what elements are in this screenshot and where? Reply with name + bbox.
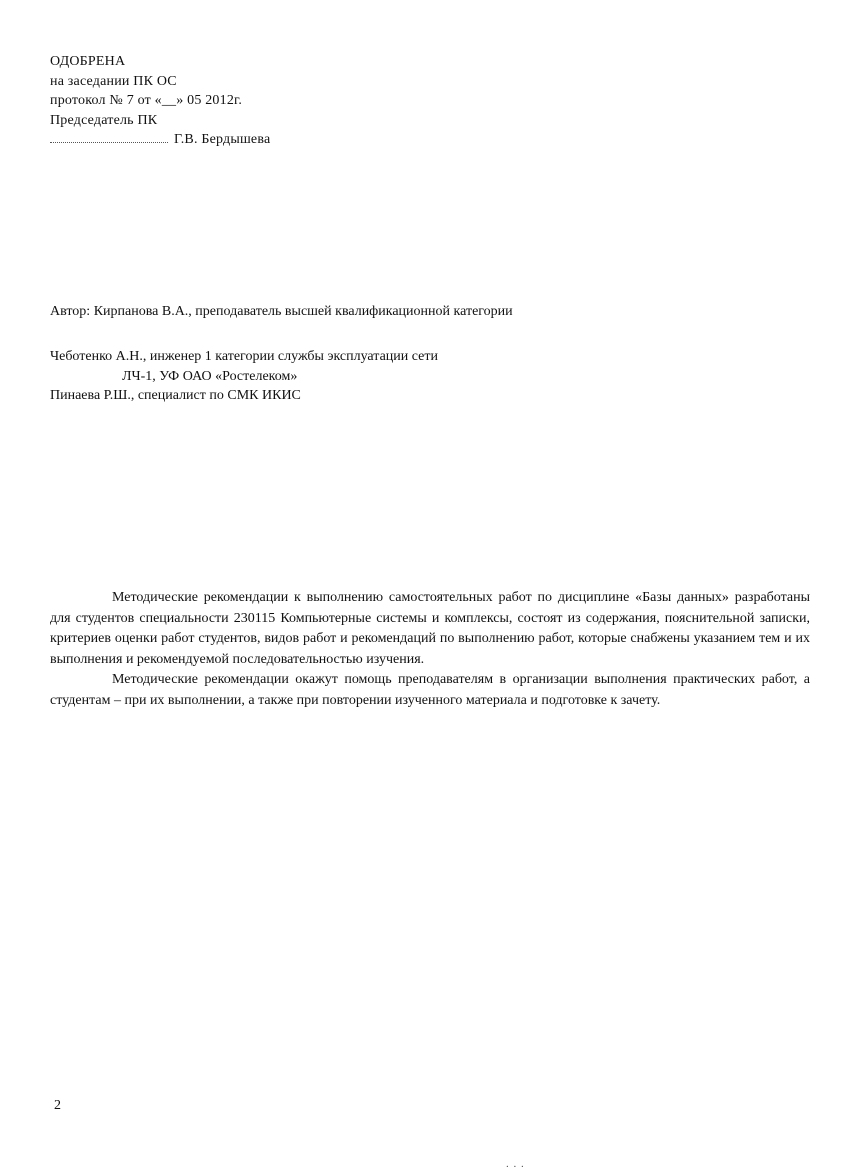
signature-blank [50,132,168,143]
reviewer-1-line-2: ЛЧ-1, УФ ОАО «Ростелеком» [122,368,298,384]
approval-protocol: протокол № 7 от «__» 05 2012г. [50,93,243,108]
reviewer-2-line: Пинаева Р.Ш., специалист по СМК ИКИС [50,388,301,403]
footer-mark: . . . [506,1158,525,1170]
approval-chair-title: Председатель ПК [50,112,158,128]
approval-heading: ОДОБРЕНА [50,54,126,69]
approval-block [50,52,470,150]
approval-signature-line [50,130,470,150]
reviewer-1-line-1: Чеботенко А.Н., инженер 1 категории службы эксплуатации сети [50,349,438,364]
authors-block [50,302,750,322]
abstract-paragraph-2: Методические рекомендации окажут помощь преподавателям в организации выполнения практических работ, а студентам – при их выполнении, а также при повторении изученного материала и подготовке к зачету. [50,672,810,708]
abstract-block [50,588,810,711]
approval-meeting: на заседании ПК ОС [50,73,177,89]
reviewers-block [50,347,750,406]
approval-chair-name: Г.В. Бердышева [174,132,271,147]
author-line: Автор: Кирпанова В.А., преподаватель высшей квалификационной категории [50,304,513,319]
abstract-paragraph-1: Методические рекомендации к выполнению самостоятельных работ по дисциплине «Базы данных» разработаны для студентов специальности 230115 Компьютерные системы и комплексы, состоят из содержания, пояснительной записки, критериев оценки работ студентов, видов работ и рекомендаций по выполнению работ, которые снабжены указанием тем и их выполнения и рекомендуемой последовательностью изучения. [50,590,810,667]
page-number: 2 [54,1098,61,1113]
